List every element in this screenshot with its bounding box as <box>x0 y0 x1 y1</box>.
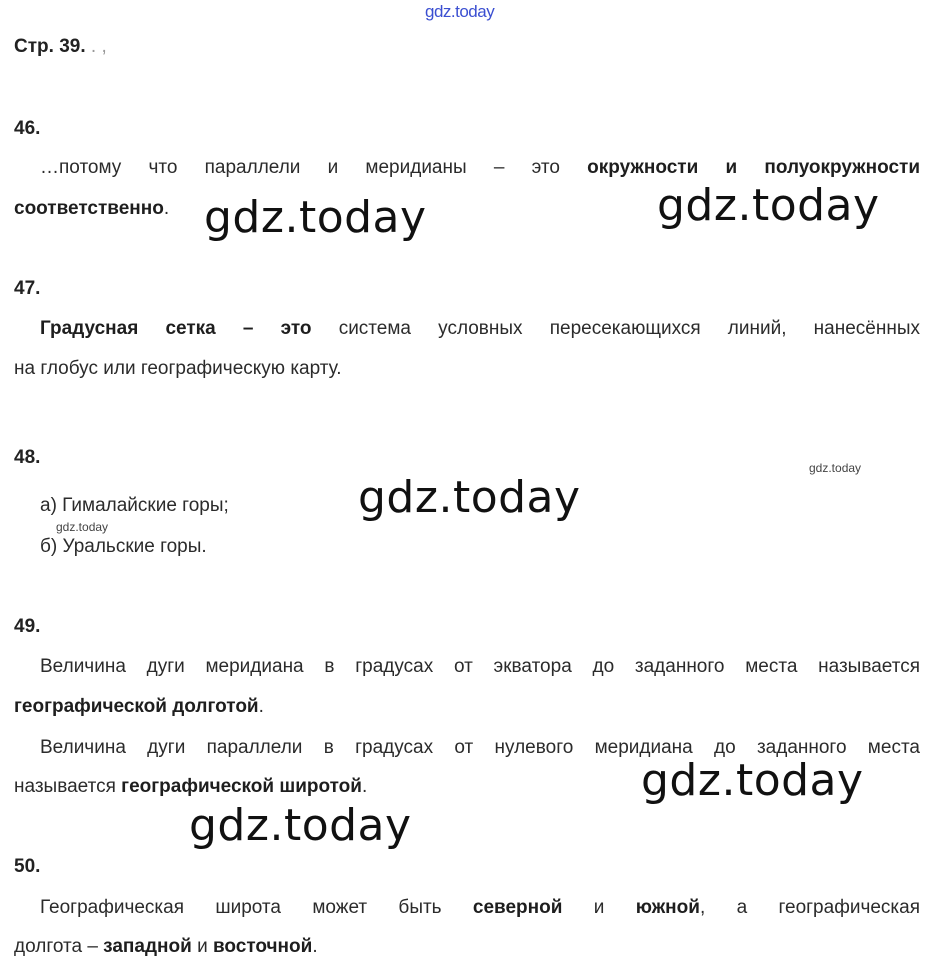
watermark-small-1: gdz.today <box>809 461 862 475</box>
task-47-line-1 <box>40 318 920 340</box>
task-49-p2-line-2 <box>14 776 367 798</box>
task-number-47: 47. <box>14 278 41 299</box>
task-46-period: . <box>163 198 170 219</box>
task-46-line-2 <box>14 198 169 220</box>
watermark-top: gdz.today <box>425 2 495 21</box>
task-49-text-2: называется <box>14 776 122 797</box>
task-50-bold-east: восточной <box>212 936 313 957</box>
task-number-50: 50. <box>14 856 41 877</box>
task-47-text: система условных пересекающихся линий, нанесённых <box>311 318 920 339</box>
task-50-line-1 <box>40 897 920 919</box>
task-48-item-b: б) Уральские горы. <box>40 536 207 557</box>
watermark-2: gdz.today <box>657 180 880 231</box>
task-number-46: 46. <box>14 118 41 139</box>
task-50-bold-south: южной <box>635 897 700 918</box>
task-49-p2-line-1: Величина дуги параллели в градусах от нулевого меридиана до заданного места <box>40 737 920 758</box>
task-50-text-1: Географическая широта может быть <box>40 897 473 918</box>
watermark-1: gdz.today <box>204 192 427 243</box>
task-number-48: 48. <box>14 447 41 468</box>
task-50-line-2 <box>14 936 318 958</box>
task-46-line-1 <box>40 157 920 179</box>
task-50-bold-north: северной <box>472 897 563 918</box>
task-50-text-2: , а географическая <box>699 897 920 918</box>
page-label-tick: . , <box>90 36 107 57</box>
task-47-line-2: на глобус или географическую карту. <box>14 358 342 379</box>
task-46-text: …потому что параллели и меридианы – это <box>40 157 588 178</box>
task-49-p1-line-2 <box>14 696 264 718</box>
task-48-item-a: а) Гималайские горы; <box>40 495 229 516</box>
task-50-period: . <box>312 936 318 957</box>
task-49-period-1: . <box>258 696 264 717</box>
task-49-p1-line-1: Величина дуги меридиана в градусах от экватора до заданного места называется <box>40 656 920 677</box>
watermark-4: gdz.today <box>641 755 864 806</box>
task-47-bold: Градусная сетка – это <box>40 318 312 339</box>
task-49-bold-1: географической долготой <box>14 696 259 717</box>
task-49-period-2: . <box>361 776 368 797</box>
task-50-and-1: и <box>562 897 636 918</box>
task-number-49: 49. <box>14 616 41 637</box>
task-50-bold-west: западной <box>103 936 192 957</box>
watermark-5: gdz.today <box>189 800 412 851</box>
task-46-bold: окружности и полуокружности <box>587 157 921 178</box>
page-label-text: Стр. 39. <box>14 36 86 57</box>
task-46-bold-2: соответственно <box>14 198 164 219</box>
task-50-text-3: долгота – <box>14 936 104 957</box>
task-50-and-2: и <box>191 936 213 957</box>
page-label <box>14 36 107 58</box>
task-49-bold-2: географической широтой <box>121 776 362 797</box>
watermark-small-2: gdz.today <box>56 520 109 534</box>
watermark-3: gdz.today <box>358 472 581 523</box>
